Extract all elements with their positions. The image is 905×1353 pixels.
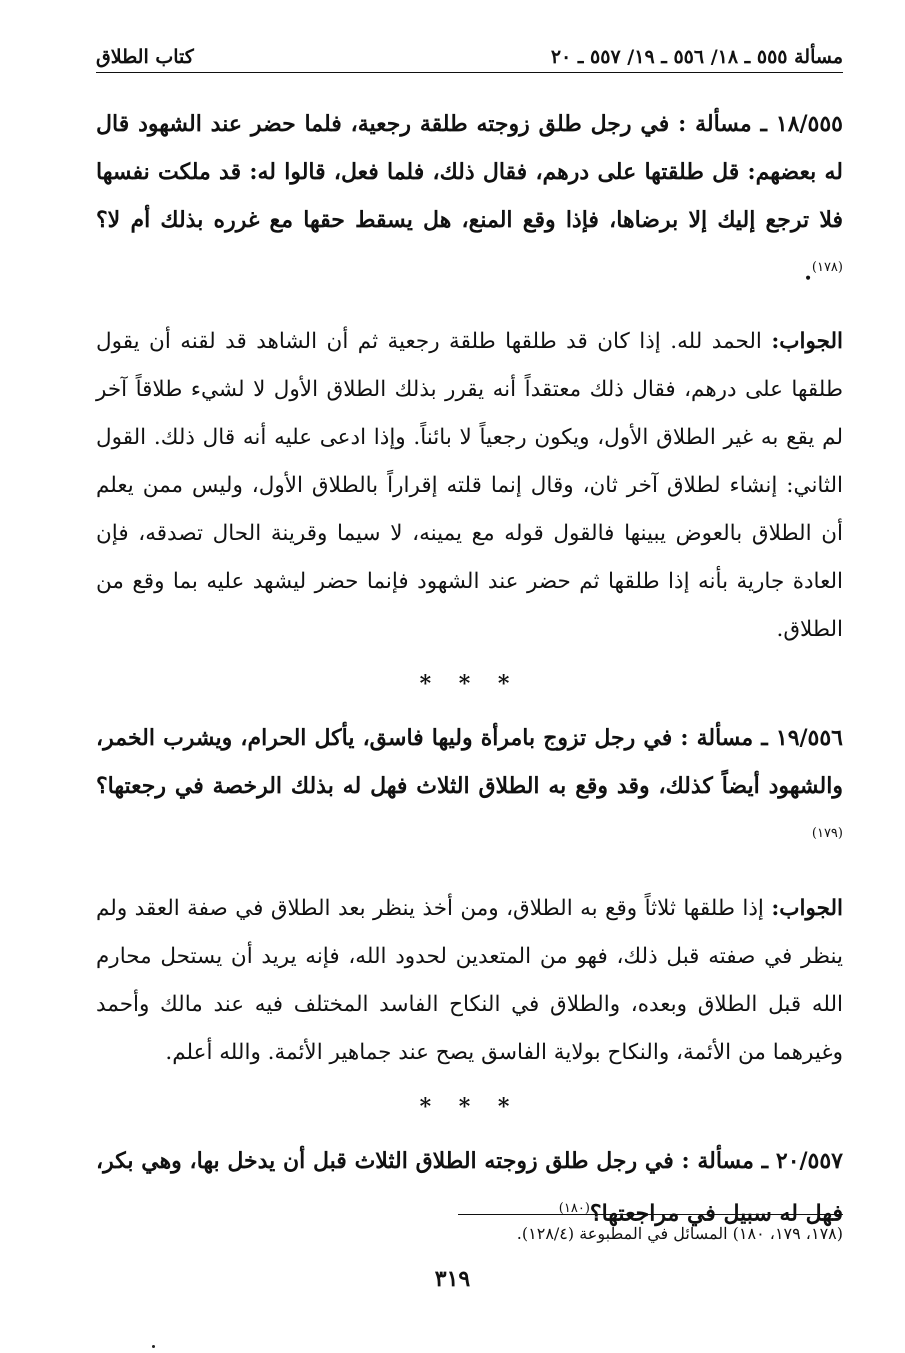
question-number: ١٨/٥٥٥ ـ مسألة : bbox=[678, 111, 843, 137]
section-separator: * * * bbox=[419, 1093, 520, 1120]
page-number: ٣١٩ bbox=[434, 1266, 471, 1292]
answer-lead: الجواب: bbox=[771, 895, 843, 921]
question-text: في رجل تزوج بامرأة وليها فاسق، يأكل الحرام، ويشرب الخمر، والشهود أيضاً كذلك، وقد وقع به الطلاق الثلاث فهل له بذلك الرخصة في رجعتها؟ bbox=[96, 725, 843, 800]
page-content bbox=[96, 100, 843, 1237]
header-section-title: مسألة ٥٥٥ ـ ١٨/ ٥٥٦ ـ ١٩/ ٥٥٧ ـ ٢٠ bbox=[550, 46, 843, 68]
answer-paragraph bbox=[96, 885, 843, 1077]
section-separator: * * * bbox=[419, 671, 520, 698]
question-text: في رجل طلق زوجته طلقة رجعية، فلما حضر عند الشهود قال له بعضهم: قل طلقتها على درهم، فقال ذلك، فلما فعل، قالوا له: قد ملكت نفسها فلا ترجع إليك إلا برضاها، فإذا وقع المنع، هل يسقط حقها مع غرره بذلك أم لا؟ bbox=[96, 111, 843, 233]
answer-paragraph bbox=[96, 318, 843, 654]
footnote-reference: (١٨٠) bbox=[558, 1200, 590, 1216]
running-header bbox=[96, 34, 843, 73]
footnote: (١٧٨، ١٧٩، ١٨٠) المسائل في المطبوعة (١٢٨/٤). bbox=[516, 1224, 843, 1243]
answer-text: الحمد لله. إذا كان قد طلقها طلقة رجعية ثم أن الشاهد قد لقنه أن يقول طلقها على درهم، فقال ذلك معتقداً أنه يقرر بذلك الطلاق الأول لا لشيء طلاقاً آخر لم يقع به غير الطلاق الأول، ويكون رجعياً لا بائناً. وإذا ادعى عليه أنه قال ذلك. القول الثاني: إنشاء لطلاق آخر ثان، وقال إنما قلته إقراراً بالطلاق الأول، وليس ممن يعلم أن الطلاق بالعوض يبينها فالقول قوله مع يمينه، لا سيما وقرينة الحال تصدقه، فإن العادة جارية بأنه إذا طلقها ثم حضر عند الشهود فإنما حضر ليشهد عليه بما وقع من الطلاق. bbox=[96, 329, 843, 643]
scan-speck bbox=[152, 1345, 155, 1348]
footnote-reference: (١٧٨) bbox=[811, 260, 843, 275]
footnote-reference: (١٧٩) bbox=[811, 826, 843, 842]
question-number: ١٩/٥٥٦ ـ مسألة : bbox=[680, 725, 843, 752]
answer-lead: الجواب: bbox=[771, 329, 843, 355]
question-paragraph bbox=[96, 100, 843, 296]
header-book-title: كتاب الطلاق bbox=[96, 46, 194, 68]
footnote-divider bbox=[458, 1214, 843, 1215]
answer-text: إذا طلقها ثلاثاً وقع به الطلاق، ومن أخذ ينظر بعد الطلاق في صفة العقد ولم ينظر في صفته قبل ذلك، فهو من المتعدين لحدود الله، فإنه يريد أن يستحل محارم الله قبل الطلاق وبعده، والطلاق في النكاح الفاسد المختلف فيه عند مالك وأحمد وغيرهما من الأئمة، والنكاح بولاية الفاسق يصح عند جماهير الأئمة. والله أعلم. bbox=[96, 895, 843, 1065]
question-number: ٢٠/٥٥٧ ـ مسألة : bbox=[681, 1147, 843, 1174]
question-text: في رجل طلق زوجته الطلاق الثلاث قبل أن يدخل بها، وهي بكر، فهل له سبيل في مراجعتها؟ bbox=[96, 1147, 843, 1226]
question-paragraph bbox=[96, 714, 843, 862]
question-end: . bbox=[804, 259, 812, 286]
